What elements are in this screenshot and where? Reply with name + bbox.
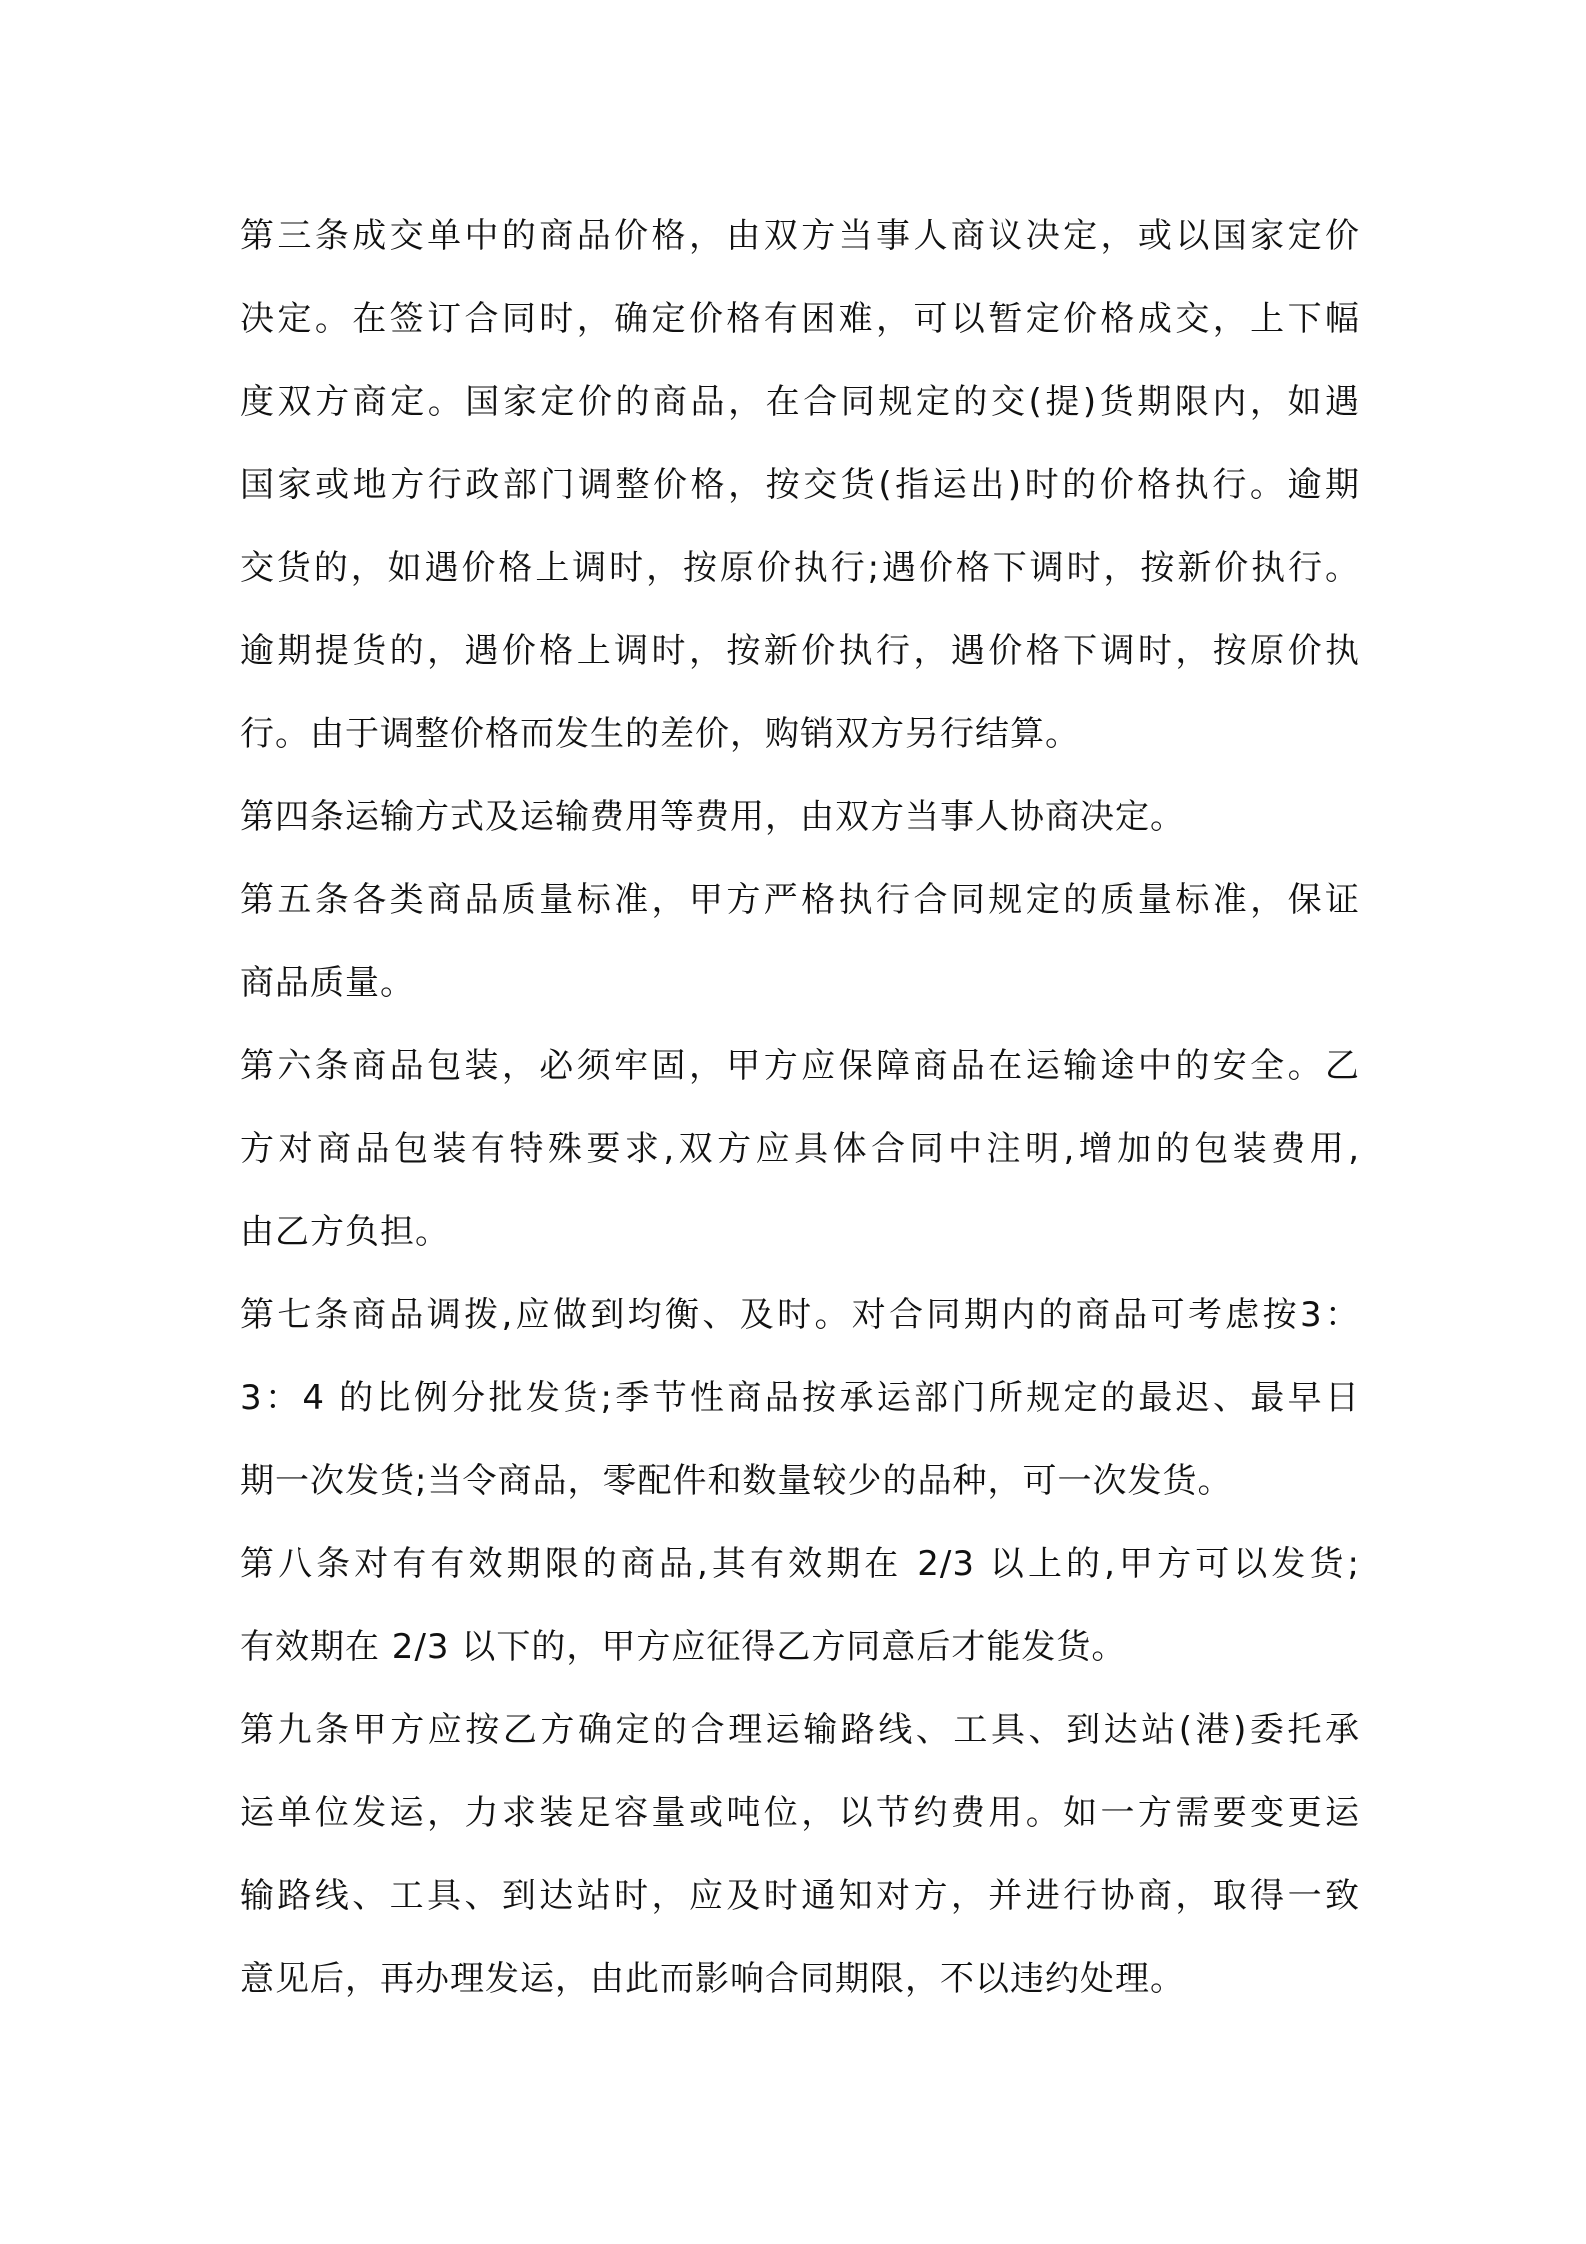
article-4 [240,776,1360,859]
text-line: 商品质量。 [240,963,415,1003]
text-line: 方对商品包装有特殊要求,双方应具体合同中注明,增加的包装费用, [240,1129,1360,1169]
text-line: 第九条甲方应按乙方确定的合理运输路线、工具、到达站(港)委托承 [240,1710,1360,1750]
document-page [240,195,1360,2021]
article-6 [240,1025,1360,1274]
text-line: 国家或地方行政部门调整价格，按交货(指运出)时的价格执行。逾期 [240,465,1360,505]
text-line: 输路线、工具、到达站时，应及时通知对方，并进行协商，取得一致 [240,1876,1360,1916]
text-line: 3：4 的比例分批发货;季节性商品按承运部门所规定的最迟、最早日 [240,1378,1360,1418]
article-8 [240,1523,1360,1689]
text-line: 第四条运输方式及运输费用等费用，由双方当事人协商决定。 [240,797,1185,837]
text-line: 由乙方负担。 [240,1212,450,1252]
text-line: 决定。在签订合同时，确定价格有困难，可以暂定价格成交，上下幅 [240,299,1360,339]
article-7 [240,1274,1360,1523]
article-3 [240,195,1360,776]
text-line: 第六条商品包装，必须牢固，甲方应保障商品在运输途中的安全。乙 [240,1046,1360,1086]
text-line: 期一次发货;当令商品，零配件和数量较少的品种，可一次发货。 [240,1461,1233,1501]
text-line: 第七条商品调拨,应做到均衡、及时。对合同期内的商品可考虑按3： [240,1295,1360,1335]
text-line: 有效期在 2/3 以下的，甲方应征得乙方同意后才能发货。 [240,1627,1127,1667]
text-line: 度双方商定。国家定价的商品，在合同规定的交(提)货期限内，如遇 [240,382,1360,422]
text-line: 第三条成交单中的商品价格，由双方当事人商议决定，或以国家定价 [240,216,1360,256]
text-line: 第五条各类商品质量标准，甲方严格执行合同规定的质量标准，保证 [240,880,1360,920]
text-line: 行。由于调整价格而发生的差价，购销双方另行结算。 [240,714,1080,754]
article-5 [240,859,1360,1025]
article-9 [240,1689,1360,2021]
text-line: 交货的，如遇价格上调时，按原价执行;遇价格下调时，按新价执行。 [240,548,1360,588]
text-line: 逾期提货的，遇价格上调时，按新价执行，遇价格下调时，按原价执 [240,631,1360,671]
text-line: 第八条对有有效期限的商品,其有效期在 2/3 以上的,甲方可以发货; [240,1544,1360,1584]
text-line: 意见后，再办理发运，由此而影响合同期限，不以违约处理。 [240,1959,1185,1999]
text-line: 运单位发运，力求装足容量或吨位，以节约费用。如一方需要变更运 [240,1793,1360,1833]
